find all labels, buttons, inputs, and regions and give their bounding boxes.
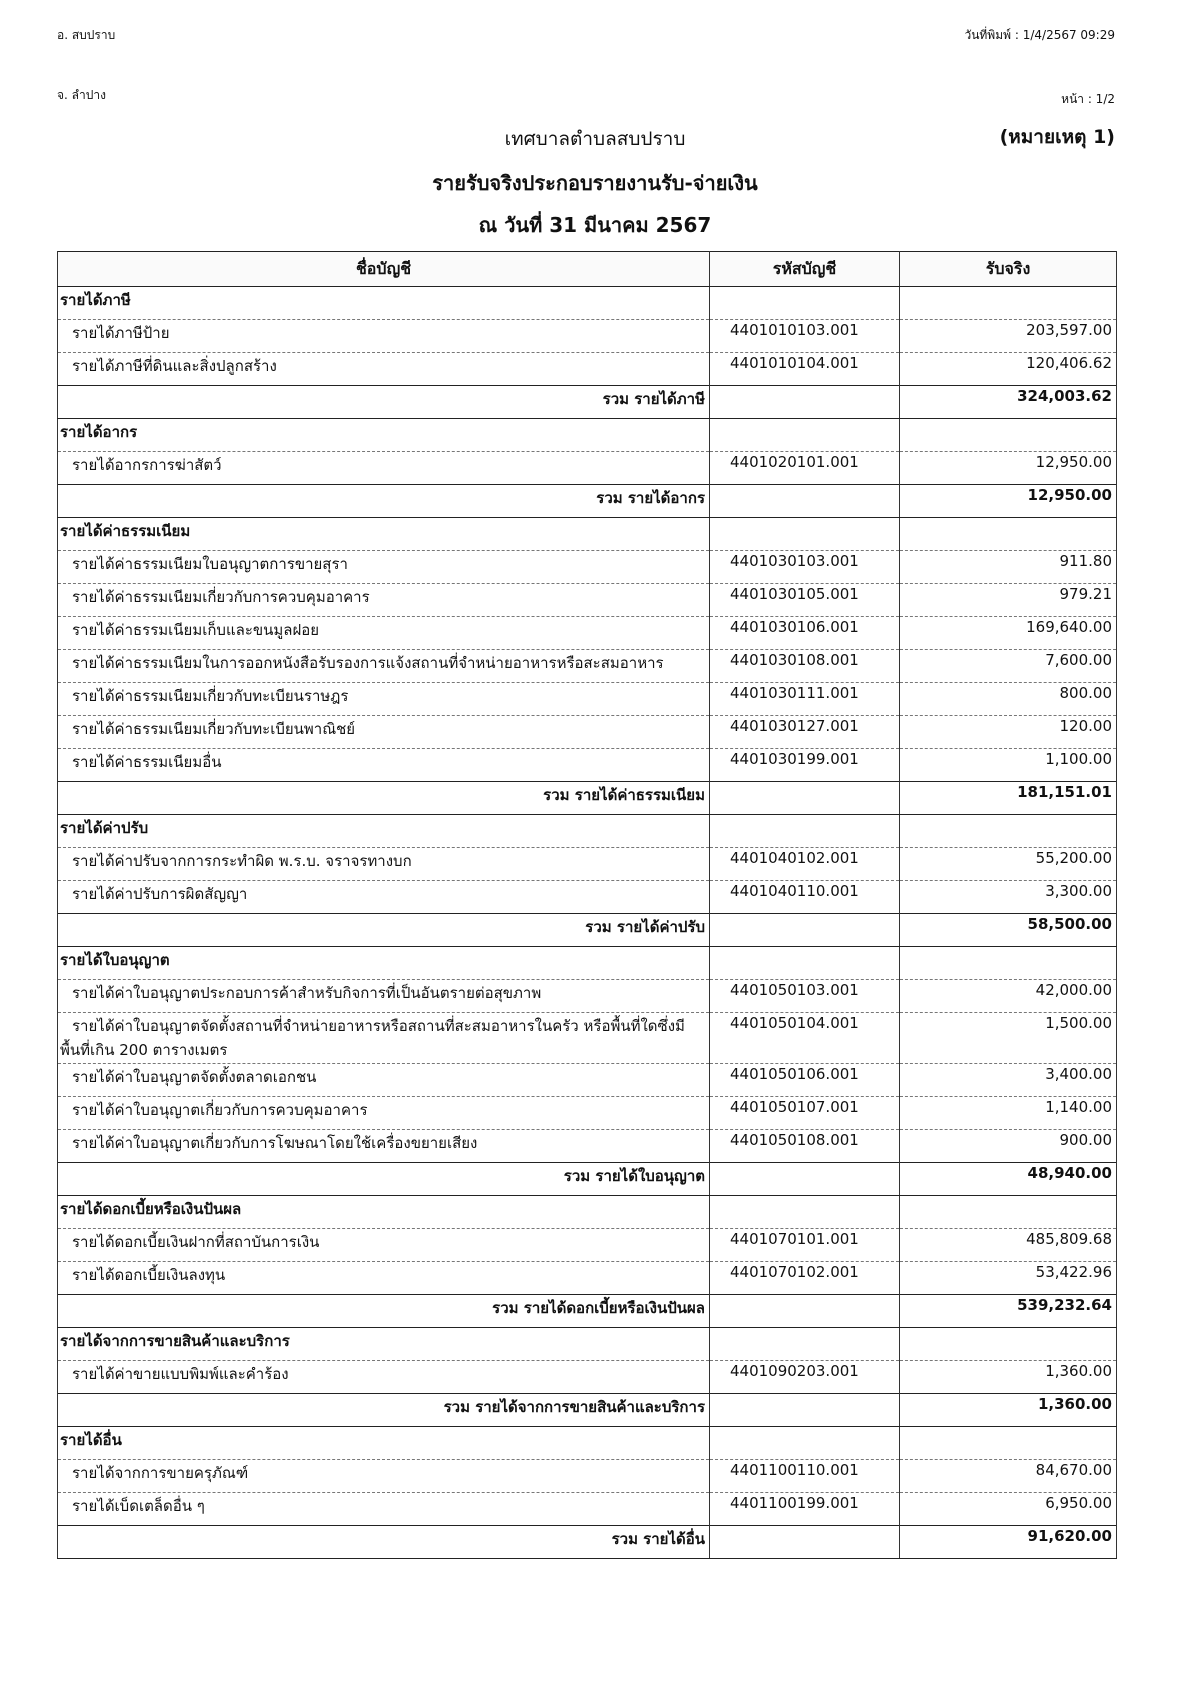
report-title: รายรับจริงประกอบรายงานรับ-จ่ายเงิน — [432, 171, 758, 195]
total-amount: 324,003.62 — [900, 386, 1117, 419]
total-label: รวม รายได้อื่น — [58, 1526, 710, 1559]
section-title: รายได้ใบอนุญาต — [58, 947, 710, 980]
account-name: รายได้ค่าใบอนุญาตประกอบการค้าสำหรับกิจการที่เป็นอันตรายต่อสุขภาพ — [58, 980, 710, 1013]
table-row — [58, 452, 1117, 485]
account-name: รายได้ค่าใบอนุญาตจัดตั้งสถานที่จำหน่ายอาหารหรือสถานที่สะสมอาหารในครัว หรือพื้นที่ใดซึ่งมีพื้นที่เกิน 200 ตารางเมตร — [58, 1013, 710, 1064]
empty-cell — [900, 1196, 1117, 1229]
empty-cell — [710, 1196, 900, 1229]
section-header-row — [58, 1427, 1117, 1460]
account-name: รายได้ค่าธรรมเนียมเกี่ยวกับการควบคุมอาคาร — [58, 584, 710, 617]
table-row — [58, 1097, 1117, 1130]
total-amount: 48,940.00 — [900, 1163, 1117, 1196]
empty-cell — [710, 1394, 900, 1427]
table-row — [58, 1229, 1117, 1262]
account-code: 4401040102.001 — [710, 848, 900, 881]
revenue-table — [57, 251, 1117, 1559]
total-label: รวม รายได้ค่าธรรมเนียม — [58, 782, 710, 815]
account-name: รายได้ค่าปรับจากการกระทำผิด พ.ร.บ. จราจรทางบก — [58, 848, 710, 881]
account-code: 4401070101.001 — [710, 1229, 900, 1262]
total-amount: 91,620.00 — [900, 1526, 1117, 1559]
empty-cell — [710, 1526, 900, 1559]
total-label: รวม รายได้ดอกเบี้ยหรือเงินปันผล — [58, 1295, 710, 1328]
account-code: 4401070102.001 — [710, 1262, 900, 1295]
empty-cell — [710, 815, 900, 848]
section-title: รายได้อื่น — [58, 1427, 710, 1460]
table-row — [58, 1361, 1117, 1394]
total-label: รวม รายได้อากร — [58, 485, 710, 518]
amount: 979.21 — [900, 584, 1117, 617]
account-name: รายได้ค่าปรับการผิดสัญญา — [58, 881, 710, 914]
amount: 800.00 — [900, 683, 1117, 716]
amount: 84,670.00 — [900, 1460, 1117, 1493]
note-label: (หมายเหตุ 1) — [999, 126, 1115, 148]
account-name: รายได้ค่าธรรมเนียมเก็บและขนมูลฝอย — [58, 617, 710, 650]
section-title: รายได้ภาษี — [58, 287, 710, 320]
empty-cell — [900, 518, 1117, 551]
amount: 3,400.00 — [900, 1064, 1117, 1097]
account-name: รายได้ดอกเบี้ยเงินลงทุน — [58, 1262, 710, 1295]
empty-cell — [710, 419, 900, 452]
table-row — [58, 353, 1117, 386]
table-row — [58, 749, 1117, 782]
section-header-row — [58, 518, 1117, 551]
section-header-row — [58, 1196, 1117, 1229]
header-account-name: ชื่อบัญชี — [58, 252, 710, 287]
table-body — [58, 287, 1117, 1559]
header-account-code: รหัสบัญชี — [710, 252, 900, 287]
page-number: หน้า : 1/2 — [1061, 92, 1115, 106]
table-row — [58, 980, 1117, 1013]
header-actual-received: รับจริง — [900, 252, 1117, 287]
account-code: 4401050103.001 — [710, 980, 900, 1013]
amount: 120.00 — [900, 716, 1117, 749]
empty-cell — [710, 287, 900, 320]
empty-cell — [710, 1427, 900, 1460]
account-name: รายได้ภาษีที่ดินและสิ่งปลูกสร้าง — [58, 353, 710, 386]
account-code: 4401030106.001 — [710, 617, 900, 650]
empty-cell — [710, 914, 900, 947]
section-total-row — [58, 1295, 1117, 1328]
section-title: รายได้อากร — [58, 419, 710, 452]
account-name: รายได้อากรการฆ่าสัตว์ — [58, 452, 710, 485]
table-row — [58, 716, 1117, 749]
amount: 900.00 — [900, 1130, 1117, 1163]
section-header-row — [58, 287, 1117, 320]
total-label: รวม รายได้ใบอนุญาต — [58, 1163, 710, 1196]
account-code: 4401050106.001 — [710, 1064, 900, 1097]
account-code: 4401050107.001 — [710, 1097, 900, 1130]
table-row — [58, 617, 1117, 650]
section-total-row — [58, 485, 1117, 518]
amount: 120,406.62 — [900, 353, 1117, 386]
account-code: 4401030111.001 — [710, 683, 900, 716]
section-total-row — [58, 1394, 1117, 1427]
amount: 53,422.96 — [900, 1262, 1117, 1295]
account-name: รายได้ดอกเบี้ยเงินฝากที่สถาบันการเงิน — [58, 1229, 710, 1262]
total-label: รวม รายได้จากการขายสินค้าและบริการ — [58, 1394, 710, 1427]
table-row — [58, 320, 1117, 353]
report-date: ณ วันที่ 31 มีนาคม 2567 — [478, 213, 712, 237]
empty-cell — [710, 386, 900, 419]
account-name: รายได้ค่าใบอนุญาตเกี่ยวกับการควบคุมอาคาร — [58, 1097, 710, 1130]
amount: 3,300.00 — [900, 881, 1117, 914]
amount: 1,140.00 — [900, 1097, 1117, 1130]
account-code: 4401030127.001 — [710, 716, 900, 749]
amount: 1,500.00 — [900, 1013, 1117, 1064]
section-header-row — [58, 419, 1117, 452]
account-name: รายได้ค่าธรรมเนียมเกี่ยวกับทะเบียนราษฎร — [58, 683, 710, 716]
section-total-row — [58, 782, 1117, 815]
account-code: 4401050108.001 — [710, 1130, 900, 1163]
section-header-row — [58, 815, 1117, 848]
province-label: จ. ลำปาง — [57, 88, 106, 102]
amount: 1,100.00 — [900, 749, 1117, 782]
account-code: 4401100199.001 — [710, 1493, 900, 1526]
table-row — [58, 1493, 1117, 1526]
table-row — [58, 650, 1117, 683]
account-code: 4401040110.001 — [710, 881, 900, 914]
section-total-row — [58, 386, 1117, 419]
organization-name: เทศบาลตำบลสบปราบ — [504, 128, 686, 150]
empty-cell — [710, 1328, 900, 1361]
print-date: วันที่พิมพ์ : 1/4/2567 09:29 — [964, 28, 1115, 42]
section-header-row — [58, 947, 1117, 980]
empty-cell — [900, 947, 1117, 980]
empty-cell — [710, 518, 900, 551]
total-label: รวม รายได้ค่าปรับ — [58, 914, 710, 947]
table-row — [58, 1460, 1117, 1493]
section-header-row — [58, 1328, 1117, 1361]
section-total-row — [58, 914, 1117, 947]
account-name: รายได้ค่าใบอนุญาตจัดตั้งตลาดเอกชน — [58, 1064, 710, 1097]
empty-cell — [710, 782, 900, 815]
account-name: รายได้ค่าธรรมเนียมในการออกหนังสือรับรองการแจ้งสถานที่จำหน่ายอาหารหรือสะสมอาหาร — [58, 650, 710, 683]
total-amount: 58,500.00 — [900, 914, 1117, 947]
section-title: รายได้ค่าธรรมเนียม — [58, 518, 710, 551]
account-name: รายได้ค่าธรรมเนียมใบอนุญาตการขายสุรา — [58, 551, 710, 584]
empty-cell — [900, 1427, 1117, 1460]
account-code: 4401100110.001 — [710, 1460, 900, 1493]
amount: 485,809.68 — [900, 1229, 1117, 1262]
amount: 1,360.00 — [900, 1361, 1117, 1394]
account-name: รายได้ภาษีป้าย — [58, 320, 710, 353]
amount: 203,597.00 — [900, 320, 1117, 353]
account-name: รายได้ค่าธรรมเนียมอื่น — [58, 749, 710, 782]
account-code: 4401010104.001 — [710, 353, 900, 386]
account-name: รายได้เบ็ดเตล็ดอื่น ๆ — [58, 1493, 710, 1526]
account-name: รายได้ค่าธรรมเนียมเกี่ยวกับทะเบียนพาณิชย์ — [58, 716, 710, 749]
account-name: รายได้ค่าใบอนุญาตเกี่ยวกับการโฆษณาโดยใช้เครื่องขยายเสียง — [58, 1130, 710, 1163]
empty-cell — [900, 419, 1117, 452]
account-name: รายได้จากการขายครุภัณฑ์ — [58, 1460, 710, 1493]
empty-cell — [710, 1163, 900, 1196]
table-header-row — [58, 252, 1117, 287]
empty-cell — [710, 1295, 900, 1328]
empty-cell — [900, 815, 1117, 848]
district-label: อ. สบปราบ — [57, 28, 116, 42]
table-row — [58, 683, 1117, 716]
table-row — [58, 1262, 1117, 1295]
account-code: 4401030105.001 — [710, 584, 900, 617]
total-amount: 1,360.00 — [900, 1394, 1117, 1427]
table-row — [58, 1013, 1117, 1064]
account-code: 4401010103.001 — [710, 320, 900, 353]
account-code: 4401050104.001 — [710, 1013, 900, 1064]
total-amount: 181,151.01 — [900, 782, 1117, 815]
account-code: 4401030103.001 — [710, 551, 900, 584]
amount: 42,000.00 — [900, 980, 1117, 1013]
table-row — [58, 881, 1117, 914]
table-row — [58, 848, 1117, 881]
section-title: รายได้จากการขายสินค้าและบริการ — [58, 1328, 710, 1361]
section-total-row — [58, 1526, 1117, 1559]
empty-cell — [900, 287, 1117, 320]
empty-cell — [900, 1328, 1117, 1361]
table-row — [58, 551, 1117, 584]
section-total-row — [58, 1163, 1117, 1196]
total-amount: 539,232.64 — [900, 1295, 1117, 1328]
table-row — [58, 1130, 1117, 1163]
total-label: รวม รายได้ภาษี — [58, 386, 710, 419]
total-amount: 12,950.00 — [900, 485, 1117, 518]
section-title: รายได้ค่าปรับ — [58, 815, 710, 848]
account-code: 4401030108.001 — [710, 650, 900, 683]
amount: 7,600.00 — [900, 650, 1117, 683]
account-code: 4401090203.001 — [710, 1361, 900, 1394]
account-code: 4401030199.001 — [710, 749, 900, 782]
account-code: 4401020101.001 — [710, 452, 900, 485]
amount: 55,200.00 — [900, 848, 1117, 881]
table-row — [58, 1064, 1117, 1097]
empty-cell — [710, 947, 900, 980]
amount: 6,950.00 — [900, 1493, 1117, 1526]
section-title: รายได้ดอกเบี้ยหรือเงินปันผล — [58, 1196, 710, 1229]
account-name: รายได้ค่าขายแบบพิมพ์และคำร้อง — [58, 1361, 710, 1394]
amount: 911.80 — [900, 551, 1117, 584]
amount: 169,640.00 — [900, 617, 1117, 650]
empty-cell — [710, 485, 900, 518]
table-row — [58, 584, 1117, 617]
amount: 12,950.00 — [900, 452, 1117, 485]
